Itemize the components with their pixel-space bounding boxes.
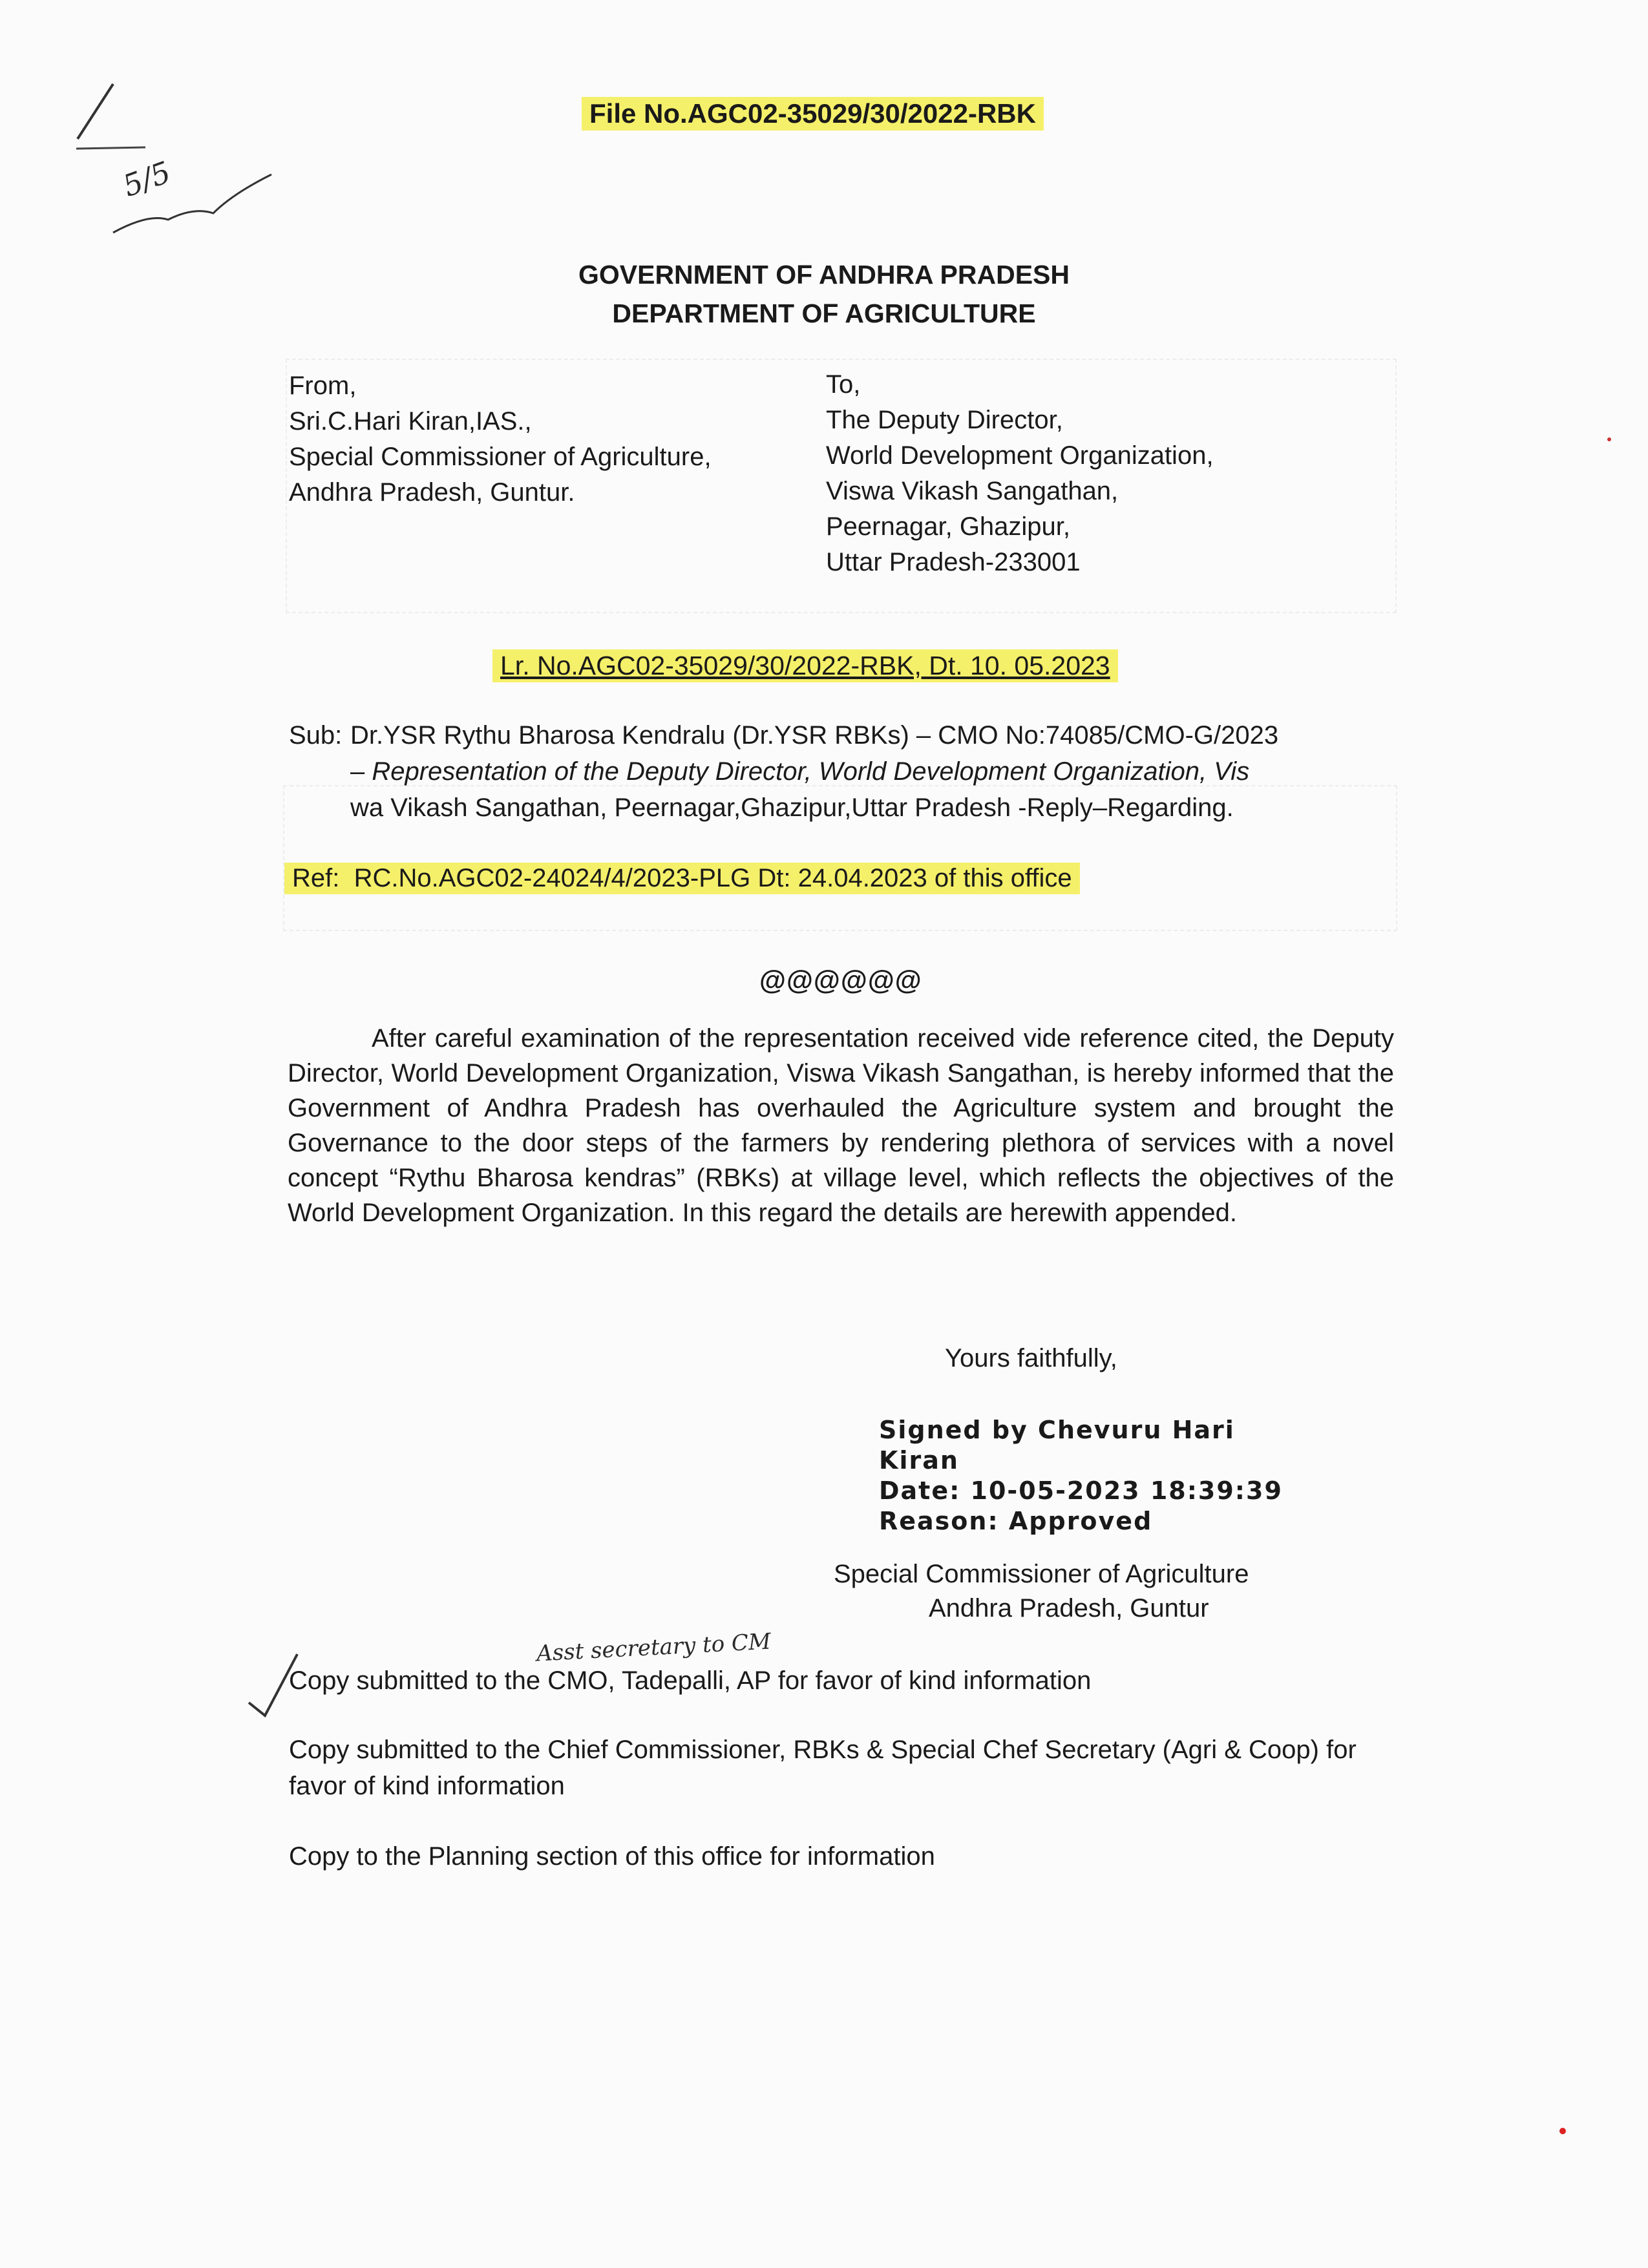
from-line: Sri.C.Hari Kiran,IAS., [289,407,532,436]
designation-title: Special Commissioner of Agriculture [834,1560,1249,1588]
to-address [826,367,1214,580]
digital-signature [879,1415,1283,1537]
corner-pen-stroke-2 [76,147,145,149]
copy-line: Copy to the Planning section of this office for information [289,1842,935,1871]
from-address [289,368,712,510]
separator: @@@@@@ [759,965,922,995]
to-line: Viswa Vikash Sangathan, [826,477,1119,505]
subject-line-1: Dr.YSR Rythu Bharosa Kendralu (Dr.YSR RBKs) – CMO No:74085/CMO-G/2023 [350,721,1279,750]
corner-pen-stroke [78,84,113,139]
subject-dash: – [350,757,372,786]
from-line: Andhra Pradesh, Guntur. [289,478,575,507]
body-paragraph: After careful examination of the representation received vide reference cited, the Deputy Director, World Development Organization, Viswa Vikash Sangathan, is hereby informed that the Government of Andhra Pradesh has overhauled the Agriculture system and brought the Governance to the door steps of the farmers by rendering plethora of services with a novel concept “Rythu Bharosa kendras” (RBKs) at village level, which reflects the objectives of the World Development Organization. In this regard the details are herewith appended. [288,1024,1394,1227]
from-label: From, [289,372,357,400]
to-line: Peernagar, Ghazipur, [826,512,1071,541]
to-line: Uttar Pradesh-233001 [826,548,1081,576]
designation-place: Andhra Pradesh, Guntur [929,1594,1209,1622]
to-label: To, [826,370,861,399]
subject-line-3: wa Vikash Sangathan, Peernagar,Ghazipur,Uttar Pradesh -Reply–Regarding. [350,793,1234,822]
signature-date: Date: 10-05-2023 18:39:39 [879,1476,1283,1505]
government-title: GOVERNMENT OF ANDHRA PRADESH [578,260,1070,289]
letterhead [0,255,1648,333]
department-title: DEPARTMENT OF AGRICULTURE [612,299,1036,328]
subject [289,717,1400,826]
from-line: Special Commissioner of Agriculture, [289,443,712,471]
handwritten-annotation: Asst secretary to CM [536,1628,772,1667]
red-dot [1559,2128,1566,2134]
subject-line-2 [350,753,1400,790]
signature-line: Kiran [879,1446,959,1475]
reference: Ref: RC.No.AGC02-24024/4/2023-PLG Dt: 24.04.2023 of this office [284,863,1080,894]
copy-line: Copy submitted to the Chief Commissioner, RBKs & Special Chef Secretary (Agri & Coop) for favor of kind information [289,1736,1357,1800]
signature-line: Signed by Chevuru Hari [879,1416,1235,1444]
to-line: The Deputy Director, [826,406,1063,434]
letter-number: Lr. No.AGC02-35029/30/2022-RBK, Dt. 10. 05.2023 [492,649,1118,682]
subject-label: Sub: [289,721,343,750]
closing: Yours faithfully, [945,1344,1117,1372]
subject-italic: Representation of the Deputy Director, World Development Organization, Vis [372,757,1250,786]
designation [0,1557,1648,1626]
copy-line: Copy submitted to the CMO, Tadepalli, AP for favor of kind information [289,1666,1092,1695]
red-dot-2 [1607,437,1611,441]
to-line: World Development Organization, [826,441,1214,470]
handwritten-initial: 5/5 [118,154,176,204]
file-number: File No.AGC02-35029/30/2022-RBK [582,97,1044,131]
signature-reason: Reason: Approved [879,1507,1153,1535]
